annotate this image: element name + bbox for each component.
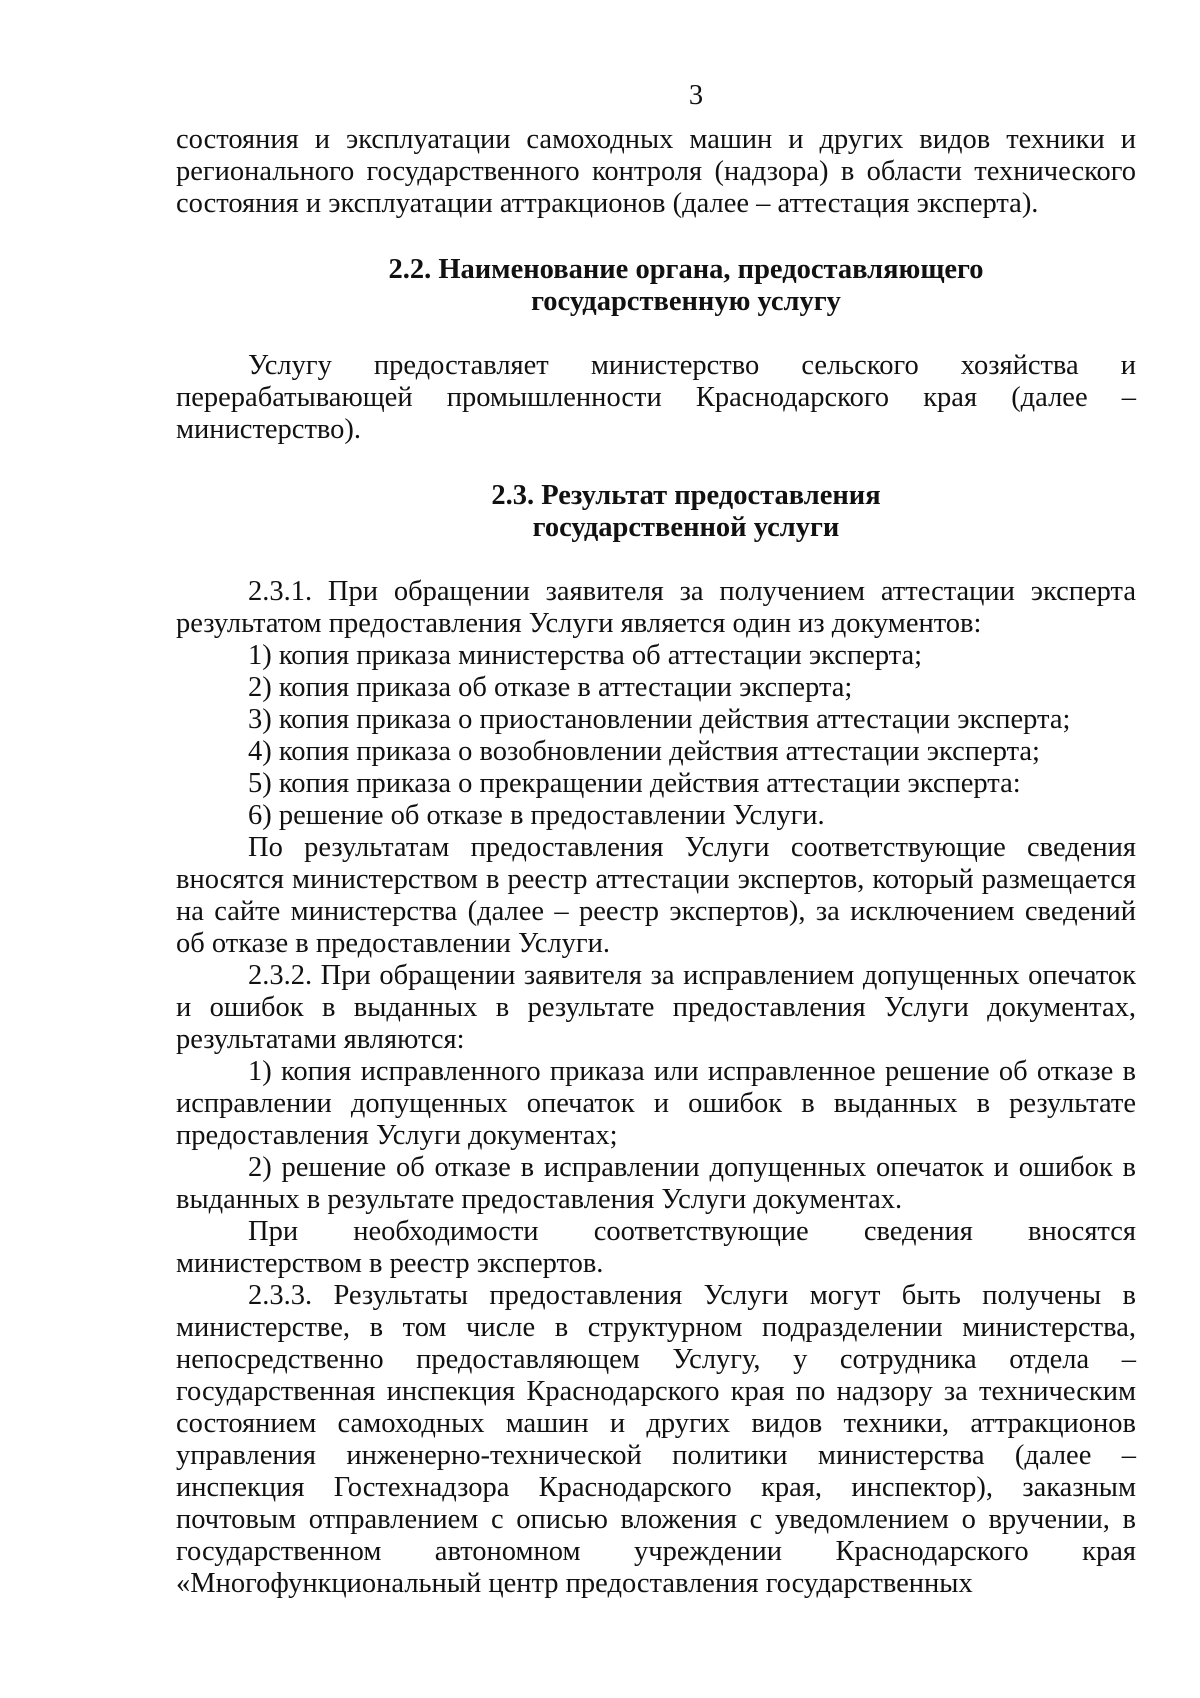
list-2-3-2 xyxy=(176,1056,1136,1216)
paragraph-results-registry: По результатам предоставления Услуги соответствующие сведения вносятся министерством в реестр аттестации экспертов, который размещается на сайте министерства (далее – реестр экспертов), за исключением сведений об отказе в предоставлении Услуги. xyxy=(176,832,1136,959)
list-item: 1) копия приказа министерства об аттестации эксперта; xyxy=(248,640,923,671)
intro-paragraph: состояния и эксплуатации самоходных машин и других видов техники и регионального государственного контроля (надзора) в области технического состояния и эксплуатации аттракционов (далее – аттестация эксперта). xyxy=(176,124,1136,219)
spacer xyxy=(176,544,1136,576)
section-2-3-heading-line2: государственной услуги xyxy=(532,512,840,543)
list-2-3-1 xyxy=(176,640,1136,832)
section-2-2 xyxy=(176,254,1136,446)
paragraph-2-3-2: 2.3.2. При обращении заявителя за исправлением допущенных опечаток и ошибок в выданных в результате предоставления Услуги документах, результатами являются: xyxy=(176,960,1136,1055)
spacer xyxy=(176,318,1136,350)
list-item: 1) копия исправленного приказа или исправленное решение об отказе в исправлении допущенных опечаток и ошибок в выданных в результате предоставления Услуги документах; xyxy=(176,1056,1136,1151)
section-2-2-paragraph: Услугу предоставляет министерство сельского хозяйства и перерабатывающей промышленности Краснодарского края (далее – министерство). xyxy=(176,350,1136,445)
list-item: 3) копия приказа о приостановлении действия аттестации эксперта; xyxy=(248,704,1071,735)
list-item: 6) решение об отказе в предоставлении Услуги. xyxy=(248,800,825,831)
list-item: 4) копия приказа о возобновлении действия аттестации эксперта; xyxy=(248,736,1040,767)
list-item: 2) решение об отказе в исправлении допущенных опечаток и ошибок в выданных в результате предоставления Услуги документах. xyxy=(176,1152,1136,1215)
page-number: 3 xyxy=(688,80,704,111)
paragraph-2-3-1: 2.3.1. При обращении заявителя за получением аттестации эксперта результатом предоставления Услуги является один из документов: xyxy=(176,576,1136,639)
section-2-3-heading-line1: 2.3. Результат предоставления xyxy=(491,480,881,511)
section-2-2-heading-line1: 2.2. Наименование органа, предоставляющего xyxy=(388,254,984,285)
paragraph-if-needed: При необходимости соответствующие сведения вносятся министерством в реестр экспертов. xyxy=(176,1216,1136,1279)
list-item: 5) копия приказа о прекращении действия аттестации эксперта: xyxy=(248,768,1021,799)
section-2-2-heading-line2: государственную услугу xyxy=(531,286,841,317)
list-item: 2) копия приказа об отказе в аттестации эксперта; xyxy=(248,672,853,703)
document-page xyxy=(176,80,1136,1600)
spacer xyxy=(176,446,1136,480)
paragraph-2-3-3: 2.3.3. Результаты предоставления Услуги могут быть получены в министерстве, в том числе в структурном подразделении министерства, непосредственно предоставляющем Услугу, у сотрудника отдела – государственная инспекция Краснодарского края по надзору за техническим состоянием самоходных машин и других видов техники, аттракционов управления инженерно-технической политики министерства (далее – инспекция Гостехнадзора Краснодарского края, инспектор), заказным почтовым отправлением с описью вложения с уведомлением о вручении, в государственном автономном учреждении Краснодарского края «Многофункциональный центр предоставления государственных xyxy=(176,1280,1136,1599)
spacer xyxy=(176,220,1136,254)
section-2-3 xyxy=(176,480,1136,1600)
